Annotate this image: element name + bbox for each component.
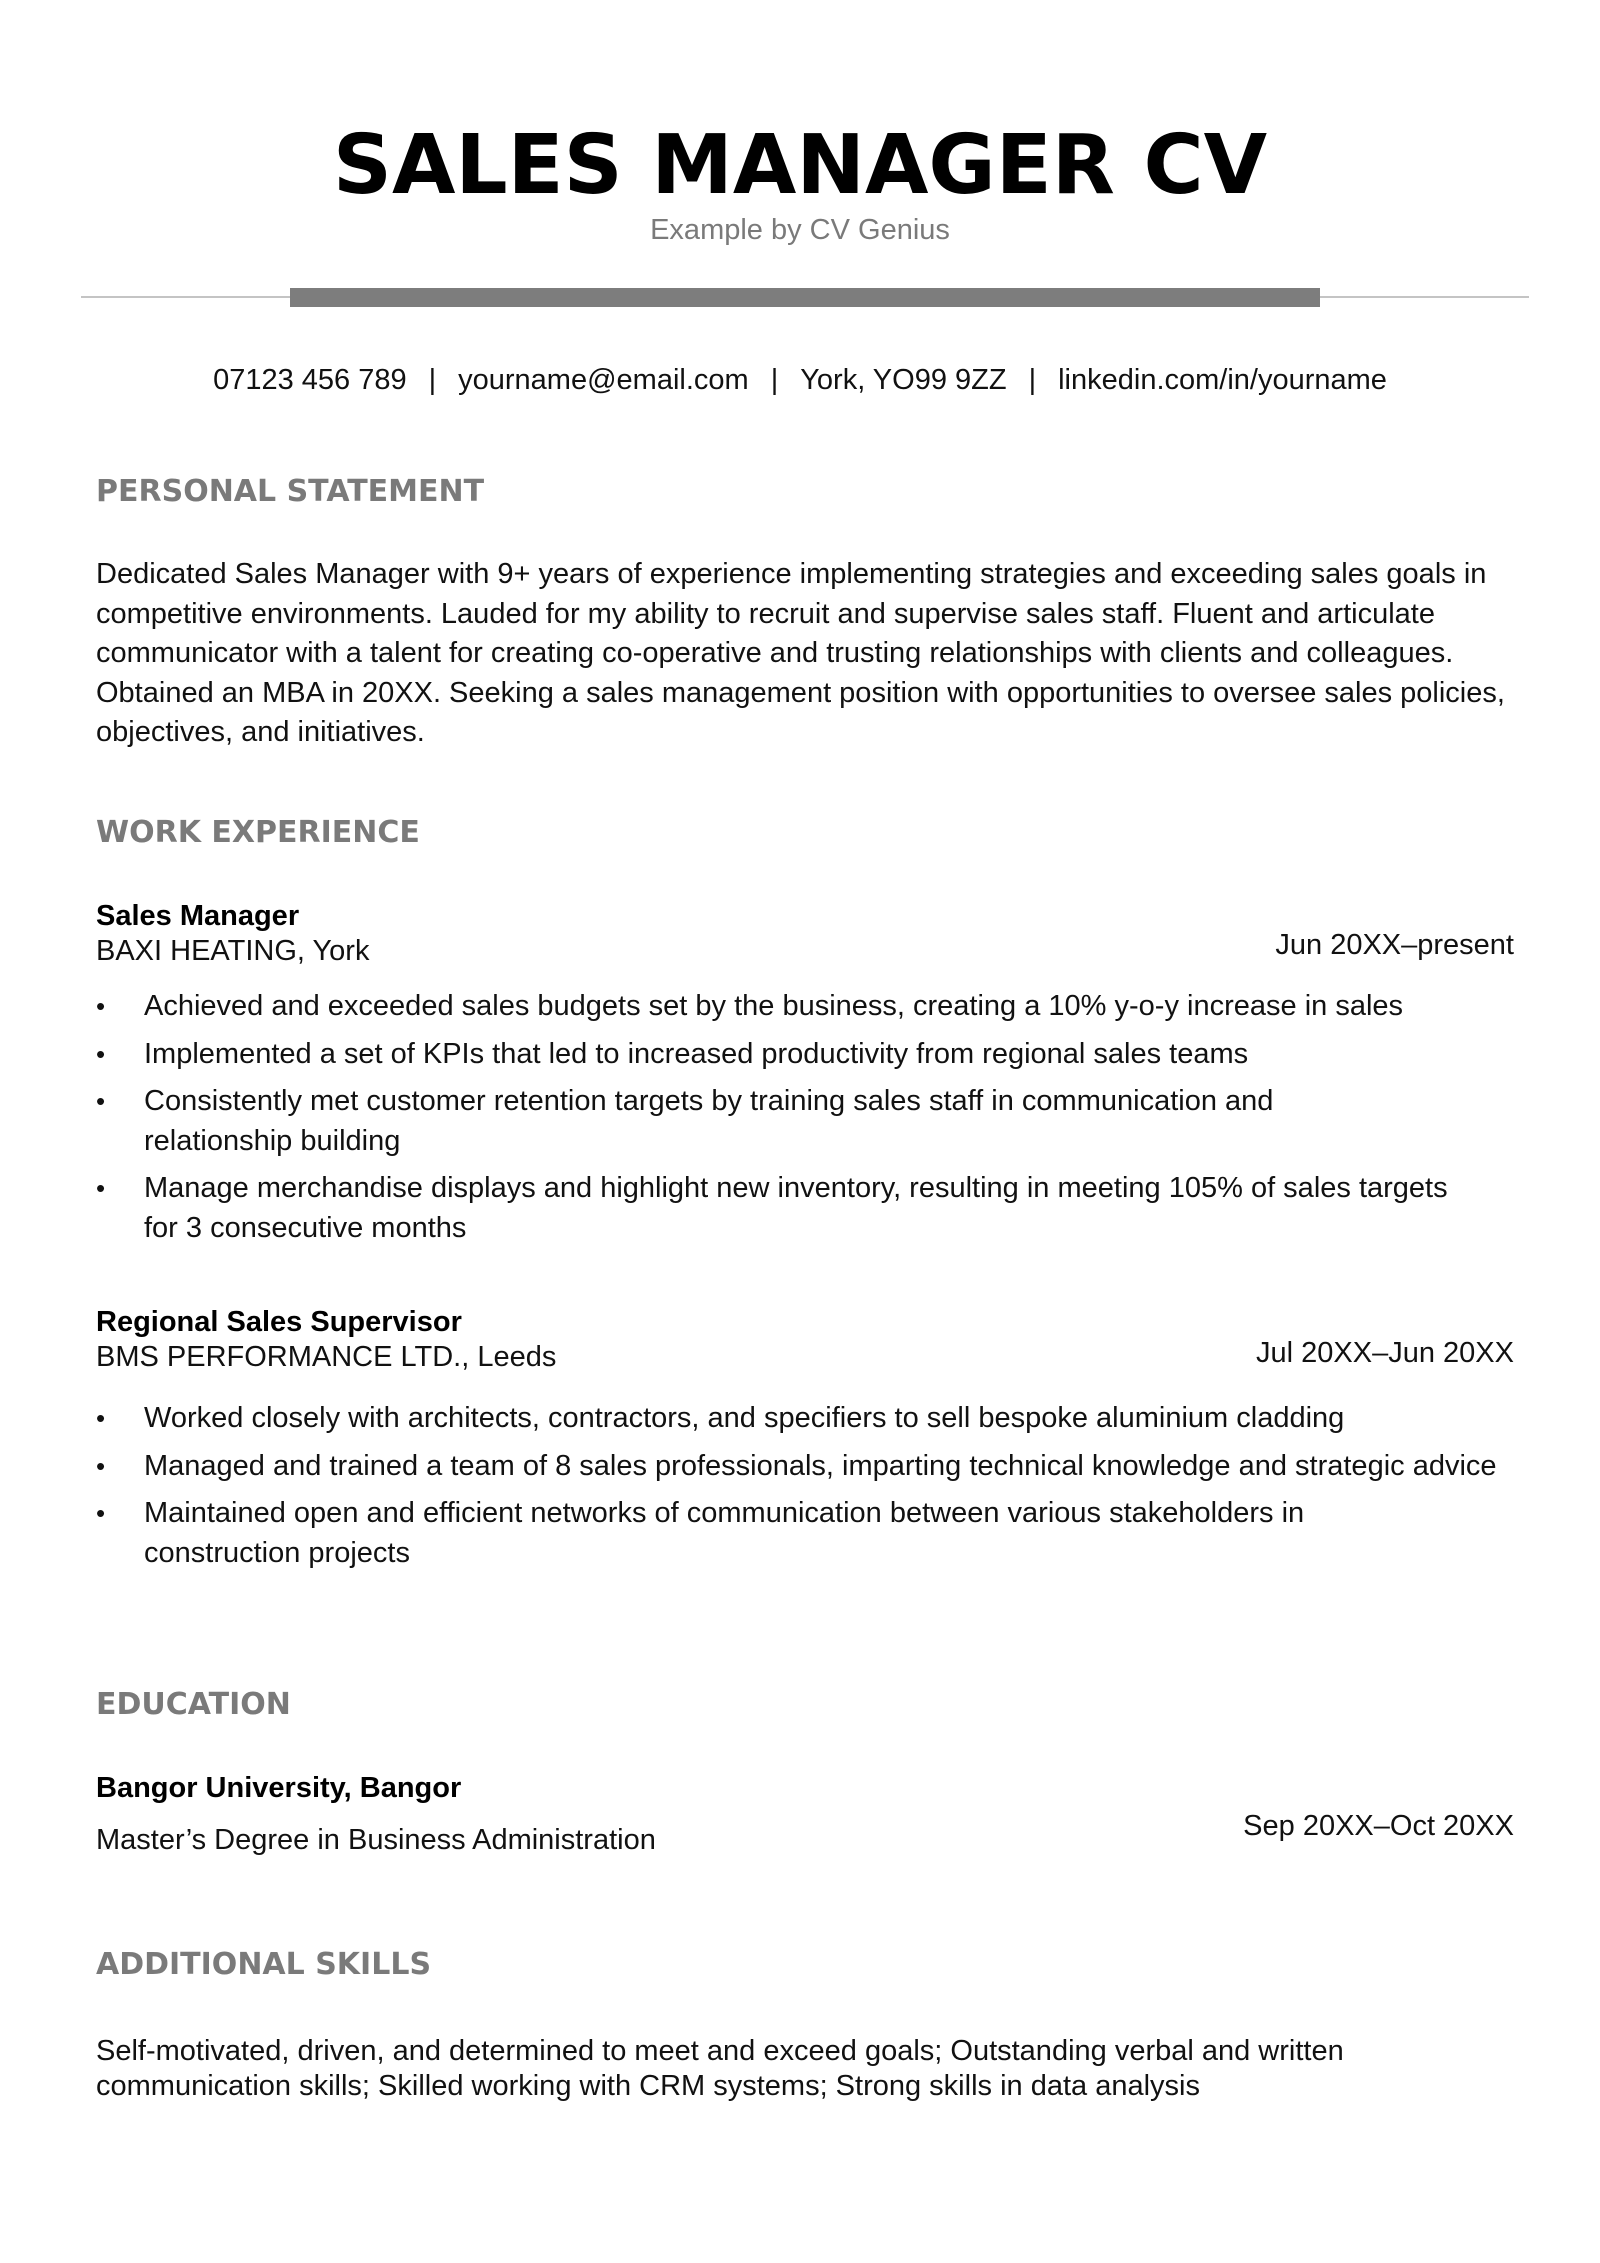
bullet-icon: • (96, 1086, 106, 1116)
work-experience-heading: WORK EXPERIENCE (96, 815, 420, 850)
education-dates: Sep 20XX–Oct 20XX (1243, 1810, 1514, 1842)
bullet-text: Consistently met customer retention targets by training sales staff in communication and relationship building (144, 1085, 1274, 1157)
bullet-text: Managed and trained a team of 8 sales professionals, imparting technical knowledge and strategic advice (144, 1449, 1497, 1482)
bullet-text: Worked closely with architects, contractors, and specifiers to sell bespoke aluminium cladding (144, 1402, 1345, 1434)
bullet-icon: • (96, 1403, 106, 1433)
bullet-icon: • (96, 1450, 106, 1481)
list-item (96, 1399, 1476, 1439)
cv-subtitle: Example by CV Genius (650, 214, 950, 246)
job-dates: Jun 20XX–present (1275, 929, 1514, 961)
job-title: Sales Manager (96, 900, 300, 932)
bullet-text: Maintained open and efficient networks of communication between various stakeholders in construction projects (144, 1497, 1305, 1569)
cv-title: SALES MANAGER CV (332, 118, 1268, 213)
bullet-text: Achieved and exceeded sales budgets set by the business, creating a 10% y-o-y increase in sales (144, 990, 1404, 1022)
job-bullets (96, 987, 1476, 1256)
contact-separator: | (1028, 364, 1037, 396)
contact-location: York, YO99 9ZZ (800, 364, 1007, 396)
contact-phone: 07123 456 789 (213, 364, 407, 396)
job-dates: Jul 20XX–Jun 20XX (1256, 1337, 1514, 1369)
bullet-icon: • (96, 1173, 106, 1203)
personal-statement-text: Dedicated Sales Manager with 9+ years of experience implementing strategies and exceeding sales goals in competitive environments. Lauded for my ability to recruit and supervise sales staff. Fluent and articulate communicator with a talent for creating co-operative and trusting relationships with clients and colleagues. Obtained an MBA in 20XX. Seeking a sales management position with opportunities to oversee sales policies, objectives, and initiatives. (96, 558, 1505, 748)
contact-email: yourname@email.com (458, 364, 749, 396)
header-divider-thick (290, 288, 1320, 307)
skills-heading: ADDITIONAL SKILLS (96, 1947, 432, 1982)
list-item (96, 987, 1476, 1027)
education-heading: EDUCATION (96, 1687, 291, 1722)
skills-text: Self-motivated, driven, and determined to meet and exceed goals; Outstanding verbal and written communication skills; Skilled working with CRM systems; Strong skills in data analysis (96, 2035, 1344, 2102)
list-item (96, 1082, 1384, 1161)
personal-statement-heading: PERSONAL STATEMENT (96, 474, 485, 509)
bullet-text: Implemented a set of KPIs that led to increased productivity from regional sales teams (144, 1037, 1249, 1070)
bullet-icon: • (96, 991, 106, 1021)
contact-linkedin: linkedin.com/in/yourname (1058, 364, 1387, 396)
job-title: Regional Sales Supervisor (96, 1306, 462, 1338)
bullet-text: Manage merchandise displays and highlight new inventory, resulting in meeting 105% of sales targets for 3 consecutive months (144, 1172, 1448, 1244)
list-item (96, 1035, 1476, 1075)
bullet-icon: • (96, 1038, 106, 1069)
contact-separator: | (428, 364, 437, 396)
contact-line (0, 362, 1600, 398)
job-company: BMS PERFORMANCE LTD., Leeds (96, 1341, 557, 1373)
education-degree: Master’s Degree in Business Administration (96, 1824, 656, 1856)
list-item (96, 1447, 1524, 1487)
job-bullets (96, 1399, 1497, 1581)
list-item (96, 1169, 1484, 1248)
list-item (96, 1494, 1434, 1573)
job-company: BAXI HEATING, York (96, 935, 370, 967)
contact-separator: | (770, 364, 779, 396)
education-school: Bangor University, Bangor (96, 1772, 462, 1804)
bullet-icon: • (96, 1498, 106, 1528)
